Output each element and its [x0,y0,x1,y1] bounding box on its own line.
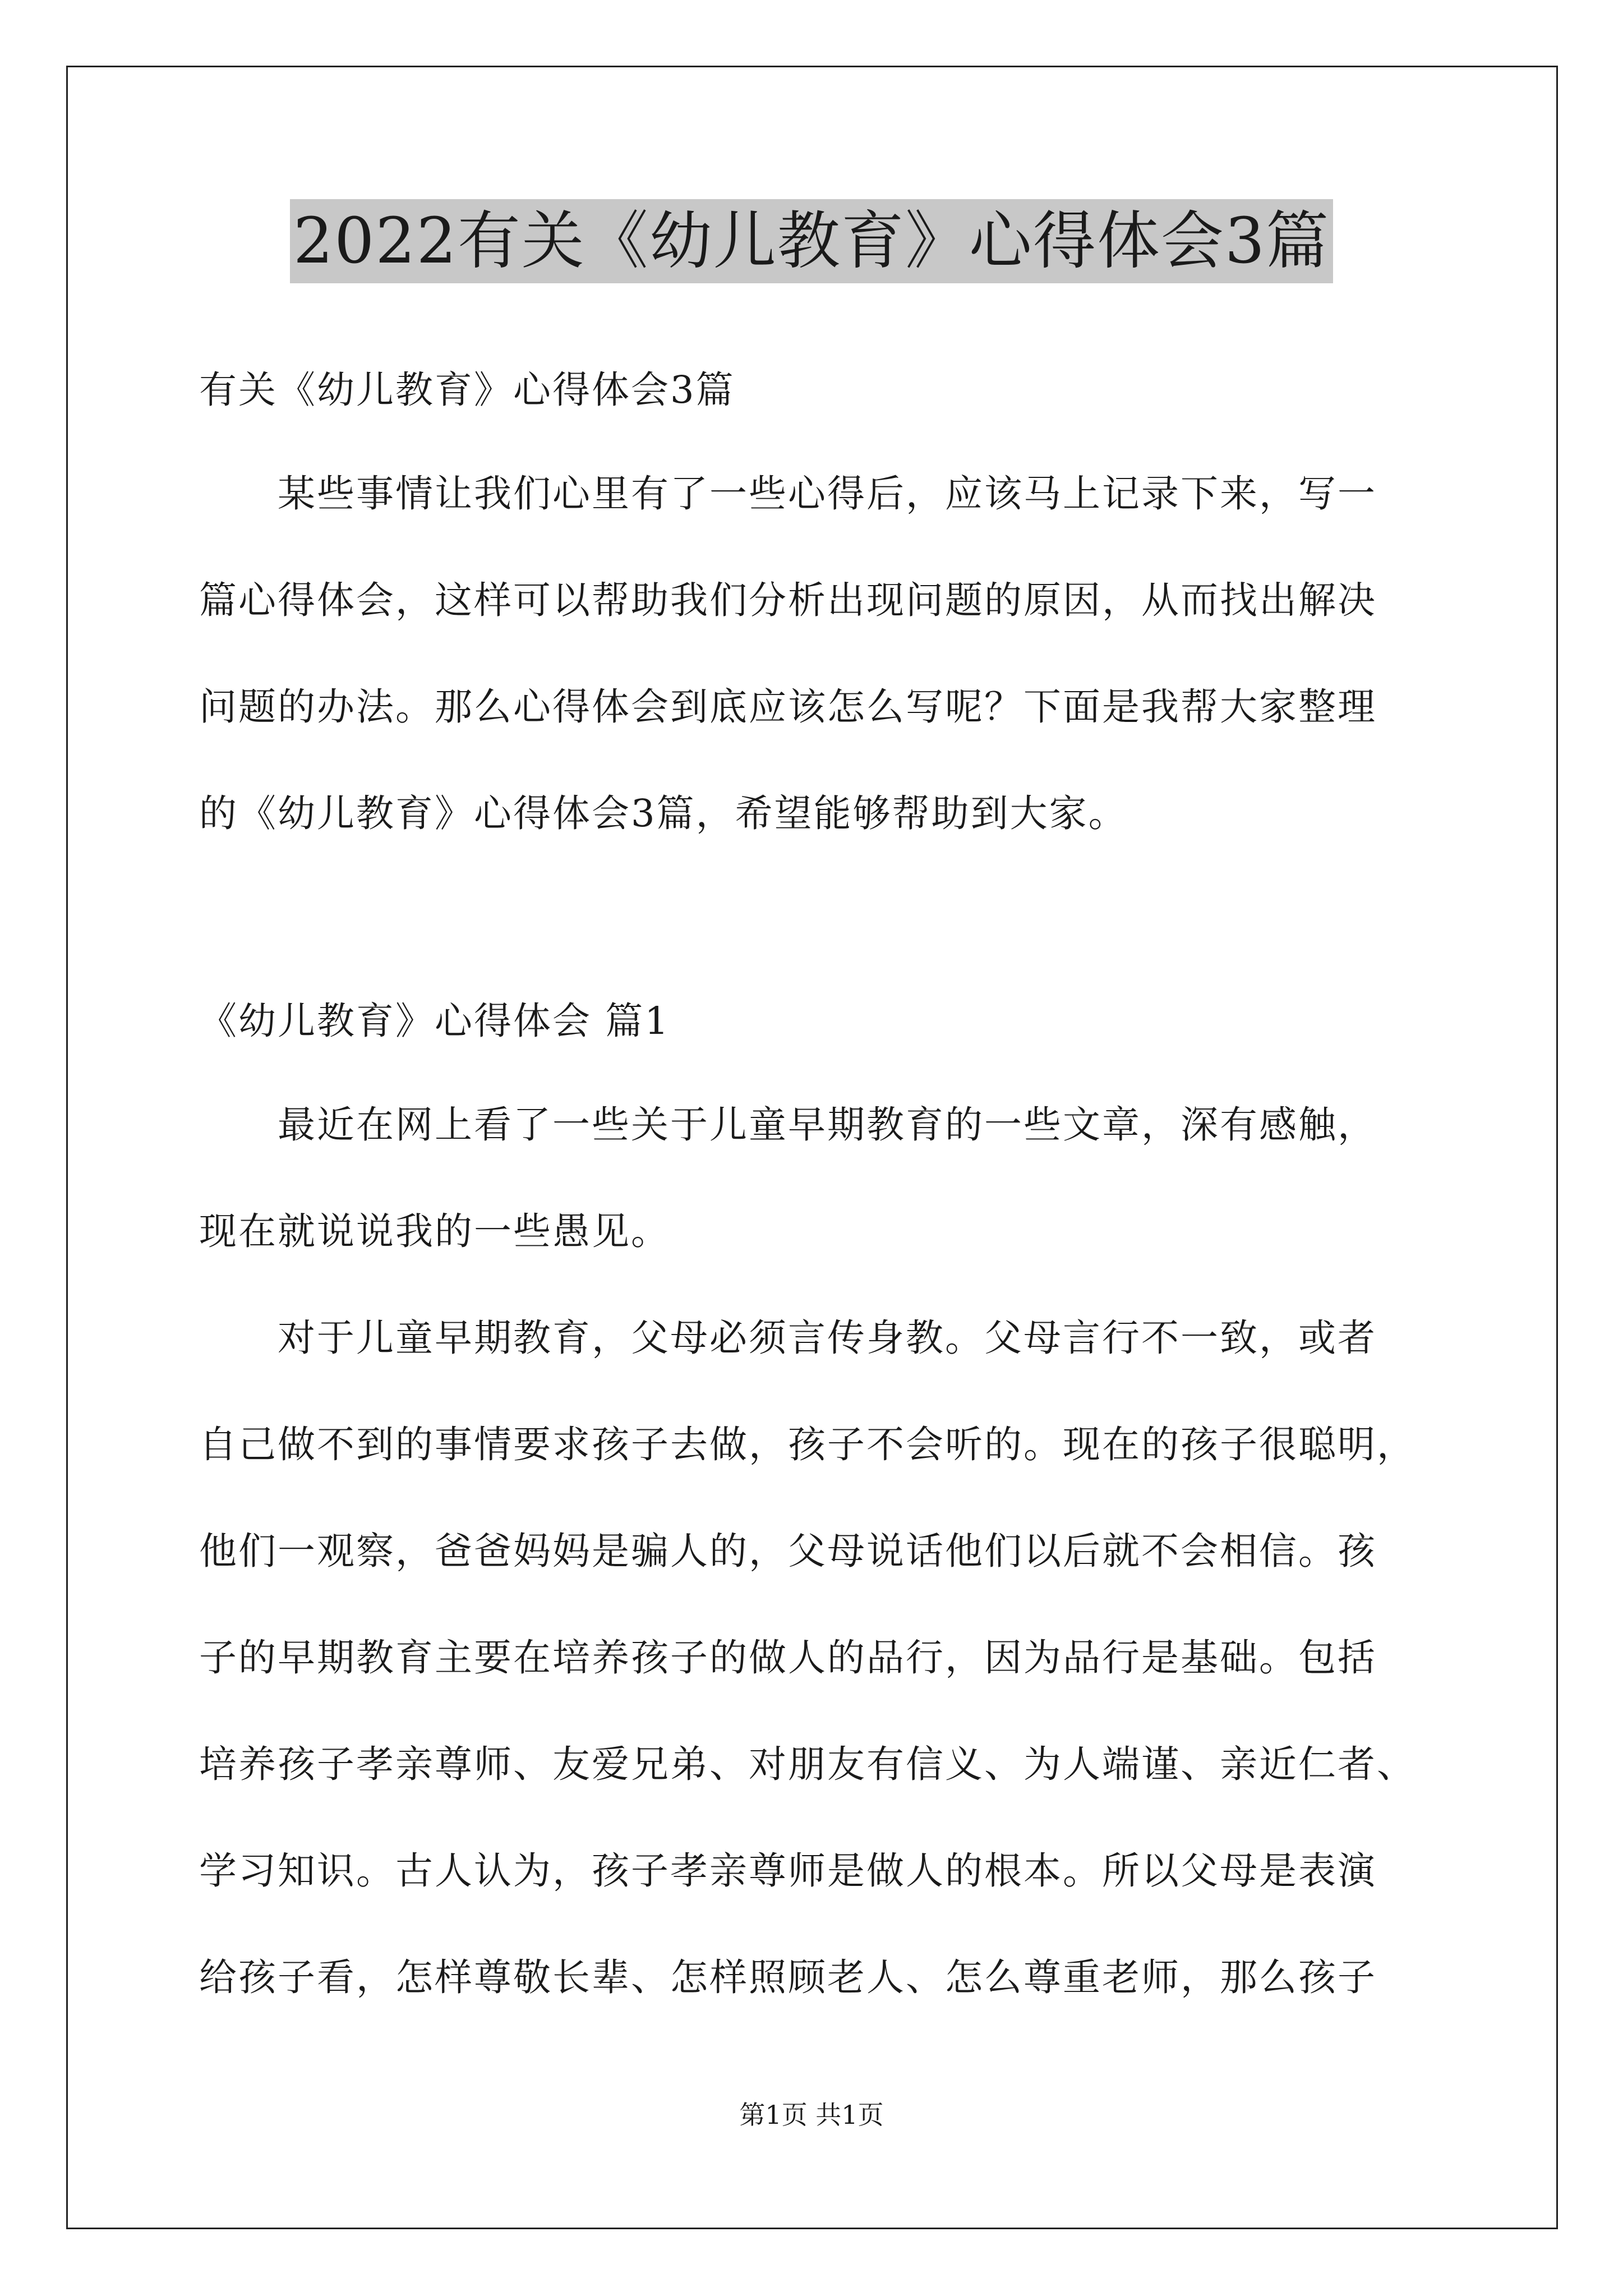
paragraph-line-9: 他们一观察，爸爸妈妈是骗人的，父母说话他们以后就不会相信。孩 [199,1529,1377,1573]
document-subtitle: 有关《幼儿教育》心得体会3篇 [199,368,735,412]
paragraph-line-1: 某些事情让我们心里有了一些心得后，应该马上记录下来，写一 [199,472,1377,516]
paragraph-line-4: 的《幼儿教育》心得体会3篇，希望能够帮助到大家。 [199,792,1128,835]
paragraph-line-2: 篇心得体会，这样可以帮助我们分析出现问题的原因，从而找出解决 [199,578,1377,622]
paragraph-line-6: 现在就说说我的一些愚见。 [199,1209,670,1253]
paragraph-line-13: 给孩子看，怎样尊敬长辈、怎样照顾老人、怎么尊重老师，那么孩子 [199,1955,1377,1999]
paragraph-line-10: 子的早期教育主要在培养孩子的做人的品行，因为品行是基础。包括 [199,1636,1377,1680]
paragraph-line-7: 对于儿童早期教育，父母必须言传身教。父母言行不一致，或者 [199,1316,1377,1360]
page-number: 第1页 共1页 [739,2100,884,2130]
paragraph-line-5: 最近在网上看了一些关于儿童早期教育的一些文章，深有感触， [199,1103,1377,1147]
document-title: 2022有关《幼儿教育》心得体会3篇 [290,199,1333,283]
section-heading: 《幼儿教育》心得体会 篇1 [199,999,670,1043]
paragraph-line-3: 问题的办法。那么心得体会到底应该怎么写呢？下面是我帮大家整理 [199,685,1377,729]
paragraph-line-11: 培养孩子孝亲尊师、友爱兄弟、对朋友有信义、为人端谨、亲近仁者、 [199,1742,1416,1786]
title-block [0,199,1623,283]
paragraph-line-12: 学习知识。古人认为，孩子孝亲尊师是做人的根本。所以父母是表演 [199,1849,1377,1893]
paragraph-line-8: 自己做不到的事情要求孩子去做，孩子不会听的。现在的孩子很聪明， [199,1423,1416,1466]
